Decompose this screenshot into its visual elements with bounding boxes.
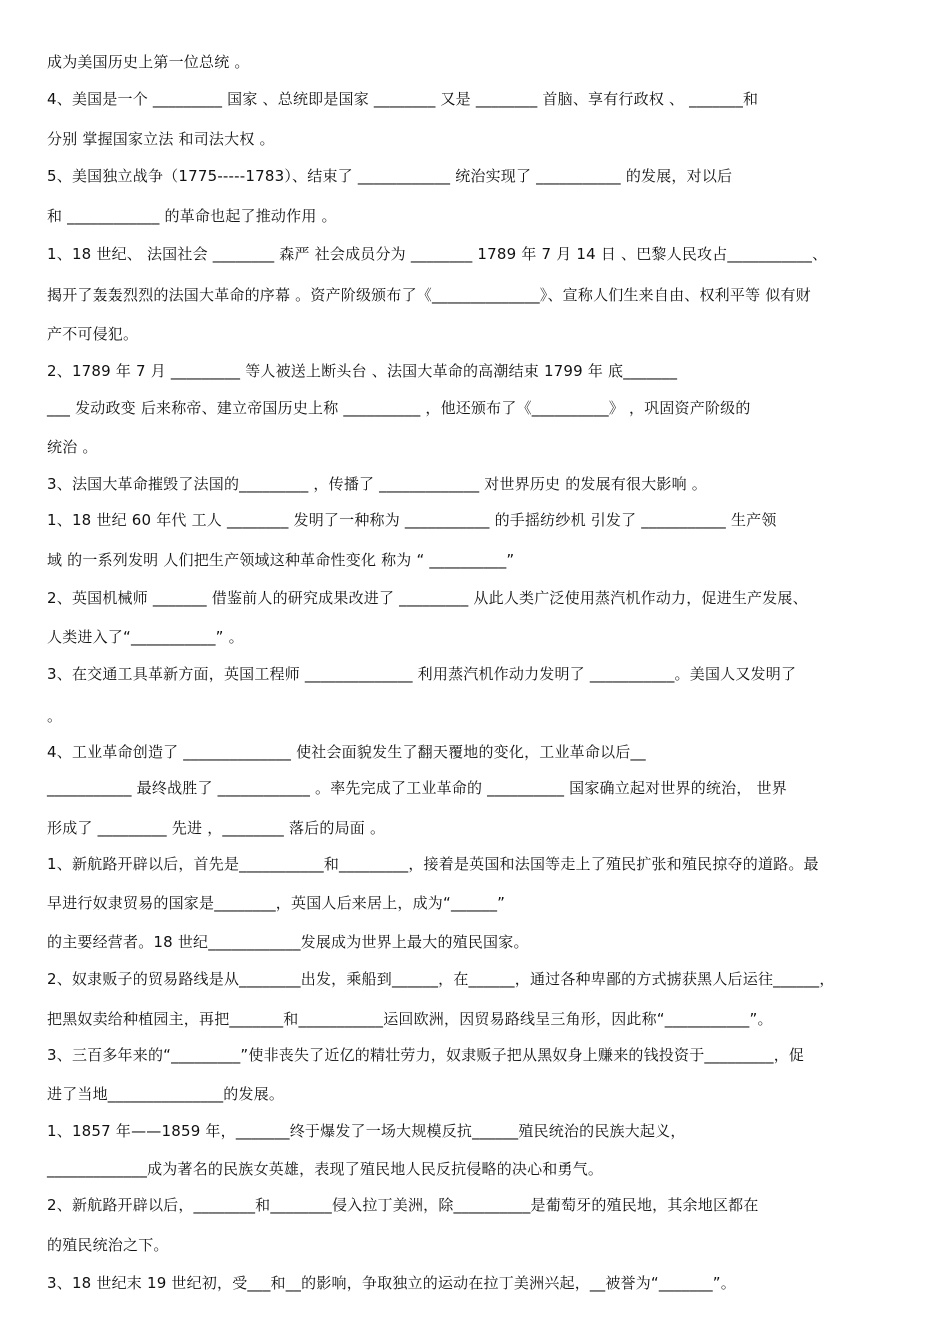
text-line: 的主要经营者。18 世纪____________发展成为世界上最大的殖民国家。 — [47, 933, 529, 951]
text-line: 4、美国是一个 _________ 国家 、总统即是国家 ________ 又是 ________ 首脑、享有行政权 、 _______和 — [47, 90, 759, 108]
text-line: 2、奴隶贩子的贸易路线是从________出发，乘船到______，在______，通过各种卑鄙的方式掳获黑人后运往______， — [47, 970, 835, 988]
text-line: 1、1857 年——1859 年，_______终于爆发了一场大规模反抗______殖民统治的民族大起义， — [47, 1122, 686, 1140]
text-line: 1、新航路开辟以后，首先是___________和_________，接着是英国和法国等走上了殖民扩张和殖民掠夺的道路。最 — [47, 855, 819, 873]
text-line: 成为美国历史上第一位总统 。 — [47, 53, 250, 71]
text-line: 形成了 _________ 先进 ，________ 落后的局面 。 — [47, 819, 386, 837]
text-line: 揭开了轰轰烈烈的法国大革命的序幕 。资产阶级颁布了《______________》、宣称人们生来自由、权利平等 似有财 — [47, 286, 811, 304]
text-line: 3、三百多年来的“_________”使非丧失了近亿的精壮劳力，奴隶贩子把从黑奴身上赚来的钱投资于_________，促 — [47, 1046, 805, 1064]
text-line: _____________成为著名的民族女英雄，表现了殖民地人民反抗侵略的决心和勇气。 — [47, 1160, 604, 1178]
text-line: 3、在交通工具革新方面，英国工程师 ______________ 利用蒸汽机作动力发明了 ___________。美国人又发明了 — [47, 665, 797, 683]
text-line: 早进行奴隶贸易的国家是________，英国人后来居上，成为“______” — [47, 894, 506, 912]
text-line: 产不可侵犯。 — [47, 325, 139, 343]
text-line: 1、18 世纪 60 年代 工人 ________ 发明了一种称为 ___________ 的手摇纺纱机 引发了 ___________ 生产领 — [47, 511, 777, 529]
text-line: 把黑奴卖给种植园主，再把_______和___________运回欧洲，因贸易路线呈三角形，因此称“___________”。 — [47, 1010, 773, 1028]
text-line: 2、1789 年 7 月 _________ 等人被送上断头台 、法国大革命的高潮结束 1799 年 底_______ — [47, 362, 678, 380]
text-line: 4、工业革命创造了 ______________ 使社会面貌发生了翻天覆地的变化，工业革命以后__ — [47, 743, 646, 761]
text-line: ___________ 最终战胜了 ____________ 。率先完成了工业革命的 __________ 国家确立起对世界的统治， 世界 — [47, 779, 787, 797]
text-line: 域 的一系列发明 人们把生产领域这种革命性变化 称为 “ __________” — [47, 551, 515, 569]
text-line: ___ 发动政变 后来称帝、建立帝国历史上称 __________ ，他还颁布了《__________》 ，巩固资产阶级的 — [47, 399, 751, 417]
text-line: 统治 。 — [47, 438, 98, 456]
text-line: 分别 掌握国家立法 和司法大权 。 — [47, 130, 275, 148]
text-line: 2、英国机械师 _______ 借鉴前人的研究成果改进了 _________ 从此人类广泛使用蒸汽机作动力，促进生产发展、 — [47, 589, 808, 607]
text-line: 3、18 世纪末 19 世纪初，受___和__的影响，争取独立的运动在拉丁美洲兴起，__被誉为“_______”。 — [47, 1274, 736, 1292]
text-line: 3、法国大革命摧毁了法国的_________ ，传播了 _____________ 对世界历史 的发展有很大影响 。 — [47, 475, 707, 493]
text-line: 5、美国独立战争（1775-----1783）、结束了 ____________ 统治实现了 ___________ 的发展，对以后 — [47, 167, 733, 185]
text-line: 人类进入了“___________” 。 — [47, 628, 244, 646]
text-line: 进了当地_______________的发展。 — [47, 1085, 285, 1103]
text-line: 和 ____________ 的革命也起了推动作用 。 — [47, 207, 337, 225]
text-line: 1、18 世纪、 法国社会 ________ 森严 社会成员分为 ________ 1789 年 7 月 14 日 、巴黎人民攻占___________、 — [47, 245, 828, 263]
text-line: 2、新航路开辟以后，________和________侵入拉丁美洲，除__________是葡萄牙的殖民地，其余地区都在 — [47, 1196, 759, 1214]
text-line: 的殖民统治之下。 — [47, 1236, 169, 1254]
text-line: 。 — [47, 707, 63, 725]
